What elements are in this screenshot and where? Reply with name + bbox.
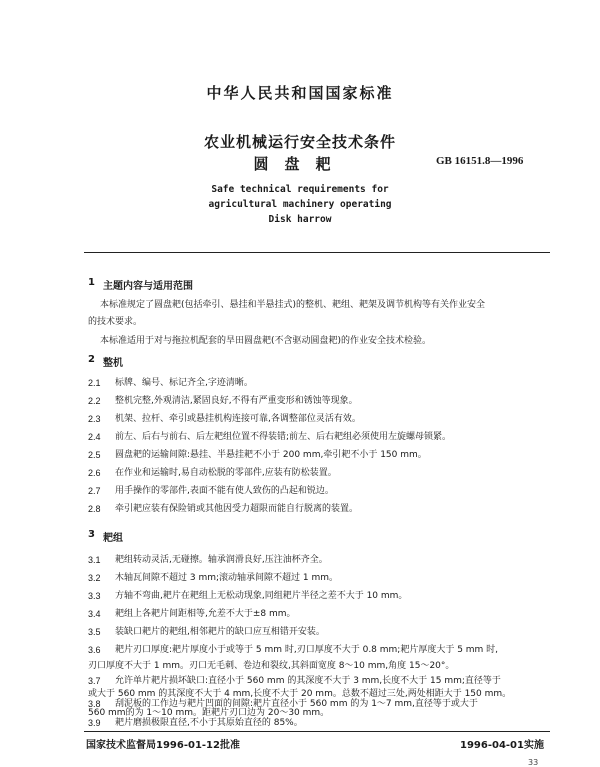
paragraph: 本标准适用于对与拖拉机配套的旱田圆盘耙(不含驱动圆盘耙)的作业安全技术检验。: [100, 336, 432, 346]
header-divider: [84, 252, 550, 253]
clause-continuation: 560 mm的为 1～10 mm。距耙片刃口边为 20～30 mm。: [88, 708, 330, 718]
section-title: 主题内容与适用范围: [103, 281, 193, 292]
clause-number: 2.5: [88, 450, 101, 460]
clause-continuation: 或大于 560 mm 的其深度不大于 4 mm,长度不大于 20 mm。总数不超过三处,两处相距大于 150 mm。: [88, 689, 512, 699]
standard-number: GB 16151.8—1996: [436, 155, 524, 167]
clause-number: 3.6: [88, 645, 101, 655]
clause-text: 在作业和运输时,易自动松脱的零部件,应装有防松装置。: [115, 468, 337, 478]
clause-number: 3.7: [88, 676, 101, 686]
document-subtitle: 圆盘耙: [253, 155, 347, 173]
clause-text: 用手操作的零部件,表面不能有使人致伤的凸起和锐边。: [115, 486, 334, 496]
clause-number: 3.5: [88, 627, 101, 637]
clause-number: 2.2: [88, 396, 101, 406]
clause-number: 2.7: [88, 486, 101, 496]
section-title: 耙组: [103, 533, 123, 544]
clause-number: 2.3: [88, 414, 101, 424]
clause-number: 2.1: [88, 378, 101, 388]
clause-text: 整机完整,外观清洁,紧固良好,不得有严重变形和锈蚀等现象。: [115, 396, 358, 406]
english-title-line: agricultural machinery operating: [208, 199, 392, 210]
paragraph: 本标准规定了圆盘耙(包括牵引、悬挂和半悬挂式)的整机、耙组、耙架及调节机构等有关作业安全: [100, 300, 486, 310]
clause-text: 标牌、编号、标记齐全,字迹清晰。: [115, 378, 253, 388]
country-standard-heading: 中华人民共和国国家标准: [206, 84, 394, 102]
clause-text: 机架、拉杆、牵引或悬挂机构连接可靠,各调整部位灵活有效。: [115, 414, 361, 424]
clause-text: 耙片磨损极限直径,不小于其原始直径的 85%。: [115, 718, 303, 728]
paragraph: 的技术要求。: [88, 317, 143, 327]
clause-number: 2.8: [88, 504, 101, 514]
clause-number: 3.4: [88, 609, 101, 619]
document-title: 农业机械运行安全技术条件: [203, 133, 396, 151]
section-number: 1: [88, 277, 95, 288]
clause-number: 3.2: [88, 573, 101, 583]
english-title-line: Disk harrow: [268, 214, 332, 225]
clause-text: 牵引耙应装有保险销或其他因受力超限而能自行脱离的装置。: [115, 504, 359, 514]
clause-number: 2.6: [88, 468, 101, 478]
english-title-line: Safe technical requirements for: [211, 184, 389, 195]
clause-text: 刮泥板的工作边与耙片凹面的间隙:耙片直径小于 560 mm 的为 1～7 mm,直径等于或大于: [115, 699, 478, 709]
page-number: 33: [528, 758, 539, 767]
clause-text: 方轴不弯曲,耙片在耙组上无松动现象,同组耙片半径之差不大于 10 mm。: [115, 591, 408, 601]
implementation-date: 1996-04-01实施: [460, 740, 544, 751]
section-number: 3: [88, 529, 95, 540]
section-title: 整机: [103, 358, 123, 369]
clause-text: 允许单片耙片损坏缺口:直径小于 560 mm 的其深度不大于 3 mm,长度不大于 15 mm;直径等于: [115, 676, 501, 686]
clause-text: 圆盘耙的运输间隙:悬挂、半悬挂耙不小于 200 mm,牵引耙不小于 150 mm。: [115, 450, 427, 460]
clause-number: 3.8: [88, 699, 101, 709]
clause-number: 3.1: [88, 555, 101, 565]
clause-number: 2.4: [88, 432, 101, 442]
section-number: 2: [88, 354, 95, 365]
clause-text: 耙组转动灵活,无碰擦。轴承润滑良好,压注油杯齐全。: [115, 555, 328, 565]
clause-text: 耙组上各耙片间距相等,允差不大于±8 mm。: [115, 609, 296, 619]
footer-divider: [84, 731, 550, 732]
clause-number: 3.9: [88, 718, 101, 728]
clause-text: 木轴瓦间隙不超过 3 mm;滚动轴承间隙不超过 1 mm。: [115, 573, 338, 583]
clause-text: 前左、后右与前右、后左耙组位置不得装错;前左、后右耙组必须使用左旋螺母锁紧。: [115, 432, 452, 442]
clause-text: 装缺口耙片的耙组,相邻耙片的缺口应互相错开安装。: [115, 627, 325, 637]
approval-note: 国家技术监督局1996-01-12批准: [86, 740, 240, 751]
clause-number: 3.3: [88, 591, 101, 601]
clause-continuation: 刃口厚度不大于 1 mm。刃口无毛刺、卷边和裂纹,其斜面宽度 8～10 mm,角度 15～20°。: [88, 661, 455, 671]
clause-text: 耙片刃口厚度:耙片厚度小于或等于 5 mm 时,刃口厚度不大于 0.8 mm;耙片厚度大于 5 mm 时,: [115, 645, 499, 655]
